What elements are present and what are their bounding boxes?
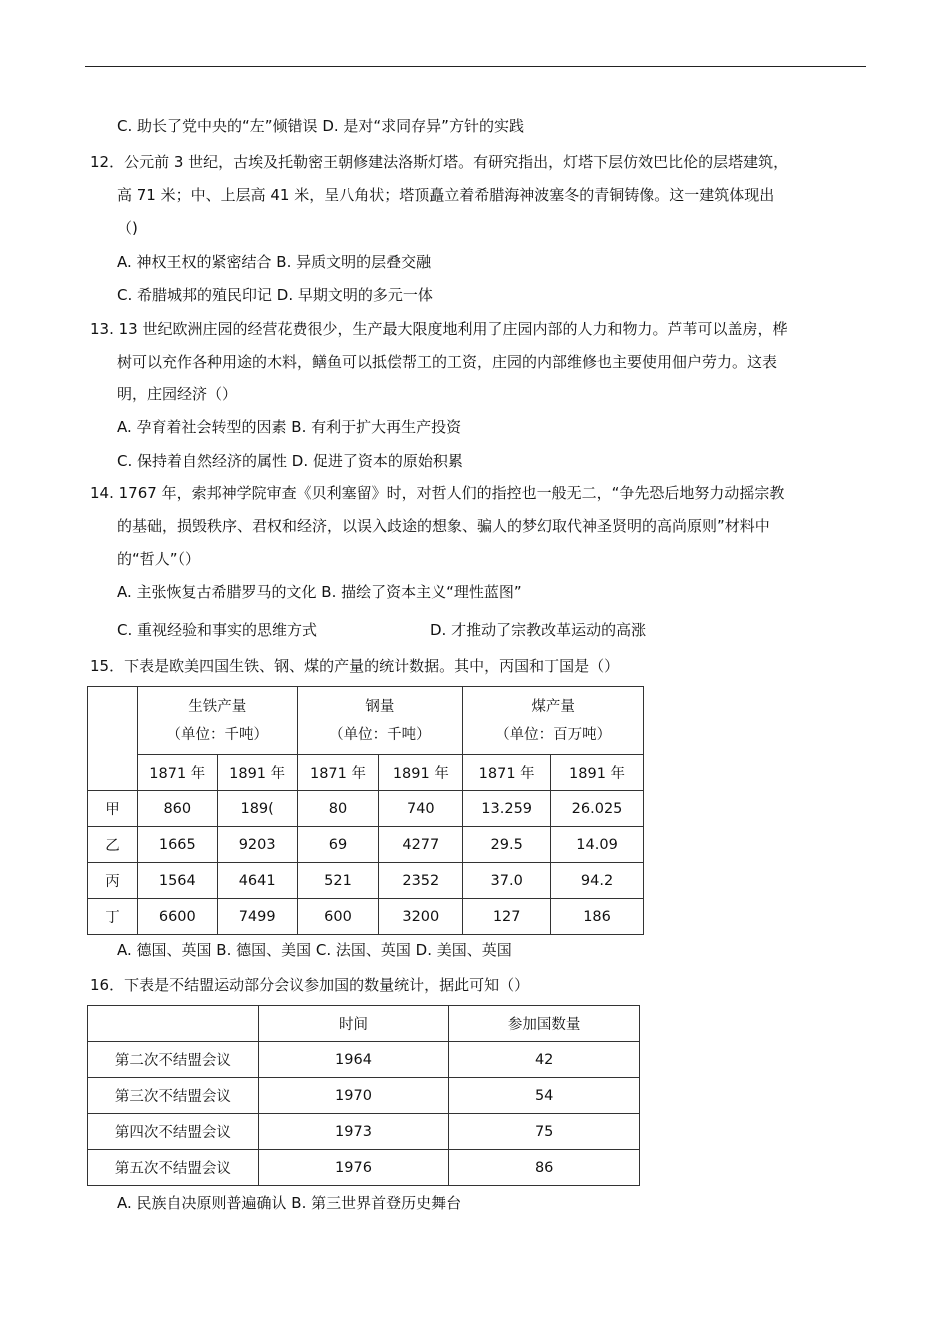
table-group-header — [137, 687, 297, 755]
row-label: 丙 — [88, 863, 138, 899]
conference-count: 75 — [449, 1114, 640, 1150]
conference-table — [87, 1005, 640, 1186]
group-unit: （单位：千吨） — [166, 726, 268, 743]
q15-options: A. 德国、英国 B. 德国、美国 C. 法国、英国 D. 美国、英国 — [117, 941, 512, 959]
table-group-header — [463, 687, 644, 755]
q12-option-cd: C. 希腊城邦的殖民印记 D. 早期文明的多元一体 — [117, 286, 433, 304]
table-cell: 13.259 — [463, 791, 551, 827]
conference-count: 86 — [449, 1150, 640, 1186]
table-cell: 80 — [297, 791, 379, 827]
table-header: 参加国数量 — [449, 1006, 640, 1042]
table-header: 时间 — [258, 1006, 449, 1042]
table-cell: 37.0 — [463, 863, 551, 899]
conference-count: 42 — [449, 1042, 640, 1078]
group-unit: （单位：百万吨） — [495, 726, 612, 743]
q12-stem-line-1: 12．公元前 3 世纪，古埃及托勒密王朝修建法洛斯灯塔。有研究指出，灯塔下层仿效巴比伦的层塔建筑， — [90, 153, 789, 171]
conference-year: 1970 — [258, 1078, 449, 1114]
q14-option-c: C. 重视经验和事实的思维方式 — [117, 621, 318, 639]
q13-stem-line-2: 树可以充作各种用途的木料，鳝鱼可以抵偿帮工的工资，庄园的内部维修也主要使用佃户劳力。这表 — [117, 353, 778, 371]
year-header: 1891 年 — [217, 755, 297, 791]
table-row — [88, 1078, 640, 1114]
production-table — [87, 686, 644, 935]
table-cell: 26.025 — [551, 791, 644, 827]
year-header: 1871 年 — [463, 755, 551, 791]
conference-count: 54 — [449, 1078, 640, 1114]
row-label: 乙 — [88, 827, 138, 863]
table-cell: 521 — [297, 863, 379, 899]
table-cell: 2352 — [379, 863, 463, 899]
table-cell: 14.09 — [551, 827, 644, 863]
table-row — [88, 1114, 640, 1150]
q13-option-ab: A. 孕育着社会转型的因素 B. 有利于扩大再生产投资 — [117, 418, 462, 436]
table-cell: 600 — [297, 899, 379, 935]
q13-stem-line-1: 13. 13 世纪欧洲庄园的经营花费很少，生产最大限度地利用了庄园内部的人力和物力。芦苇可以盖房，桦 — [90, 320, 788, 338]
table-cell: 7499 — [217, 899, 297, 935]
conference-name: 第三次不结盟会议 — [88, 1078, 259, 1114]
q14-option-ab: A. 主张恢复古希腊罗马的文化 B. 描绘了资本主义“理性蓝图” — [117, 583, 522, 601]
conference-name: 第四次不结盟会议 — [88, 1114, 259, 1150]
table-cell: 186 — [551, 899, 644, 935]
q13-stem-line-3: 明，庄园经济（） — [117, 385, 238, 403]
table-group-header — [297, 687, 463, 755]
table-cell: 94.2 — [551, 863, 644, 899]
q14-stem-line-3: 的“哲人”（） — [117, 550, 201, 568]
table-cell: 189( — [217, 791, 297, 827]
q16-stem: 16．下表是不结盟运动部分会议参加国的数量统计，据此可知（） — [90, 976, 530, 994]
conference-year: 1964 — [258, 1042, 449, 1078]
conference-year: 1976 — [258, 1150, 449, 1186]
q12-option-ab: A. 神权王权的紧密结合 B. 异质文明的层叠交融 — [117, 253, 432, 271]
group-title: 钢量 — [365, 698, 395, 715]
table-cell: 127 — [463, 899, 551, 935]
year-header: 1891 年 — [379, 755, 463, 791]
table-row — [88, 1150, 640, 1186]
table-cell: 1665 — [137, 827, 217, 863]
conference-name: 第五次不结盟会议 — [88, 1150, 259, 1186]
table-cell: 4641 — [217, 863, 297, 899]
table-cell: 740 — [379, 791, 463, 827]
table-cell: 1564 — [137, 863, 217, 899]
year-header: 1871 年 — [137, 755, 217, 791]
table-row — [88, 791, 644, 827]
table-cell: 3200 — [379, 899, 463, 935]
q12-stem-line-3: （) — [117, 219, 138, 237]
group-title: 煤产量 — [531, 698, 575, 715]
table-cell: 69 — [297, 827, 379, 863]
q13-option-cd: C. 保持着自然经济的属性 D. 促进了资本的原始积累 — [117, 452, 463, 470]
group-title: 生铁产量 — [188, 698, 247, 715]
table-cell: 860 — [137, 791, 217, 827]
table-header — [88, 1006, 259, 1042]
table-row — [88, 827, 644, 863]
table-cell: 9203 — [217, 827, 297, 863]
row-label: 甲 — [88, 791, 138, 827]
q14-stem-line-2: 的基础，损毁秩序、君权和经济，以误入歧途的想象、骗人的梦幻取代神圣贤明的高尚原则”材料中 — [117, 517, 770, 535]
group-unit: （单位：千吨） — [329, 726, 431, 743]
header-rule — [85, 66, 866, 67]
table-cell: 29.5 — [463, 827, 551, 863]
q16-option-ab: A. 民族自决原则普遍确认 B. 第三世界首登历史舞台 — [117, 1194, 462, 1212]
row-label: 丁 — [88, 899, 138, 935]
q14-option-d: D. 才推动了宗教改革运动的高涨 — [430, 621, 647, 639]
table-cell: 4277 — [379, 827, 463, 863]
q11-option-cd: C. 助长了党中央的“左”倾错误 D. 是对“求同存异”方针的实践 — [117, 117, 524, 135]
table-corner-cell — [88, 687, 138, 791]
table-row — [88, 863, 644, 899]
conference-year: 1973 — [258, 1114, 449, 1150]
table-cell: 6600 — [137, 899, 217, 935]
q15-stem: 15．下表是欧美四国生铁、钢、煤的产量的统计数据。其中，丙国和丁国是（） — [90, 657, 620, 675]
year-header: 1891 年 — [551, 755, 644, 791]
q14-stem-line-1: 14. 1767 年，索邦神学院审查《贝利塞留》时，对哲人们的指控也一般无二，“争先恐后地努力动摇宗教 — [90, 484, 785, 502]
conference-name: 第二次不结盟会议 — [88, 1042, 259, 1078]
q12-stem-line-2: 高 71 米；中、上层高 41 米，呈八角状；塔顶矗立着希腊海神波塞冬的青铜铸像。这一建筑体现出 — [117, 186, 775, 204]
year-header: 1871 年 — [297, 755, 379, 791]
table-row — [88, 1042, 640, 1078]
table-row — [88, 899, 644, 935]
